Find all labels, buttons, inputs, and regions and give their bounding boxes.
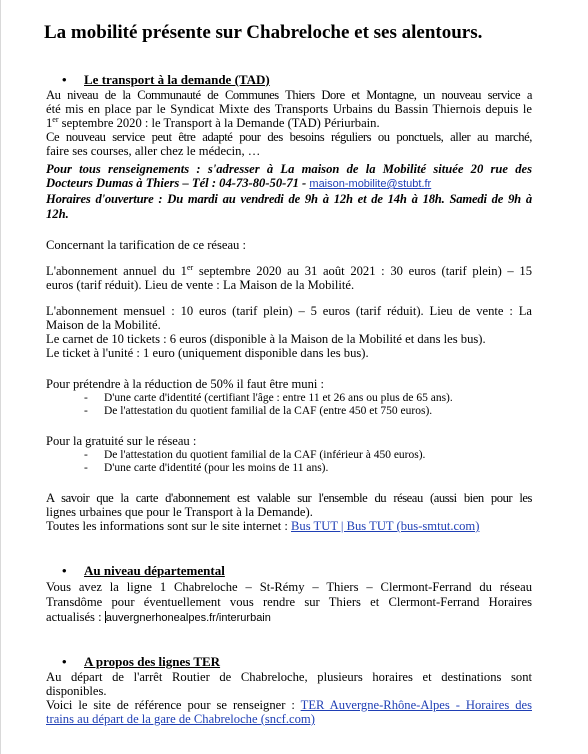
bullet-icon: • xyxy=(62,654,67,669)
tad-hours-line: Horaires d'ouverture : Du mardi au vendredi de 9h à 12h et de 14h à 18h. Samedi de 9h à xyxy=(46,192,532,206)
reduction-intro: Pour prétendre à la réduction de 50% il faut être muni : xyxy=(46,377,325,391)
reduction-item: - De l'attestation du quotient familial de la CAF (entre 450 et 750 euros). xyxy=(84,405,433,417)
dept-line: actualisés : auvergnerhonealpes.fr/interurbain xyxy=(46,610,271,624)
tad-paragraph-line: Ce nouveau service peut être adapté pour des besoins réguliers ou ponctuels, aller au marché, xyxy=(46,130,532,144)
tarif-intro: Concernant la tarification de ce réseau : xyxy=(46,238,246,252)
section-heading-ter: • A propos des lignes TER xyxy=(62,654,221,669)
dept-line: Vous avez la ligne 1 Chabreloche – St-Rémy – Thiers – Clermont-Ferrand du réseau xyxy=(46,580,532,594)
free-intro: Pour la gratuité sur le réseau : xyxy=(46,434,197,448)
tad-info-line: Pour tous renseignements : s'adresser à La maison de la Mobilité située 20 rue des xyxy=(46,162,532,176)
reduction-item: - D'une carte d'identité (certifiant l'âge : entre 11 et 26 ans ou plus de 65 ans). xyxy=(84,392,453,404)
ter-line: Au départ de l'arrêt Routier de Chabreloche, plusieurs horaires et destinations sont xyxy=(46,670,532,684)
section-heading-dept: • Au niveau départemental xyxy=(62,563,225,578)
dept-line: Transdôme pour éventuellement vous rendre sur Thiers et Clermont-Ferrand Horaires xyxy=(46,595,532,609)
tarif-ticket: Le ticket à l'unité : 1 euro (uniquement disponible dans les bus). xyxy=(46,346,369,360)
ter-link[interactable]: TER Auvergne-Rhône-Alpes - Horaires des xyxy=(300,698,532,712)
bus-tut-link[interactable]: Bus TUT | Bus TUT (bus-smtut.com) xyxy=(291,519,480,533)
site-line: Toutes les informations sont sur le site internet : Bus TUT | Bus TUT (bus-smtut.com) xyxy=(46,519,480,533)
tad-info-line: Docteurs Dumas à Thiers – Tél : 04-73-80-50-71 - maison-mobilite@stubt.fr xyxy=(46,176,432,190)
tad-paragraph-line: 1er septembre 2020 : le Transport à la Demande (TAD) Périurbain. xyxy=(46,114,380,130)
section-heading-tad: • Le transport à la demande (TAD) xyxy=(62,72,270,87)
tarif-carnet: Le carnet de 10 tickets : 6 euros (disponible à la Maison de la Mobilité et dans les bus). xyxy=(46,332,486,346)
bullet-icon: • xyxy=(62,563,67,578)
free-item: - De l'attestation du quotient familial de la CAF (inférieur à 450 euros). xyxy=(84,449,426,461)
ter-line: Voici le site de référence pour se renseigner : TER Auvergne-Rhône-Alpes - Horaires des xyxy=(46,698,532,712)
tarif-monthly: Maison de la Mobilité. xyxy=(46,318,161,332)
note-line: lignes urbaines que pour le Transport à la Demande). xyxy=(46,505,313,519)
tad-paragraph-line: été mis en place par le Syndicat Mixte des Transports Urbains du Bassin Thiernois depuis le xyxy=(46,102,532,116)
tarif-annual: L'abonnement annuel du 1er septembre 2020 au 31 août 2021 : 30 euros (tarif plein) – 15 xyxy=(46,262,532,278)
ter-line xyxy=(46,712,532,726)
page-edge xyxy=(0,0,1,754)
tad-paragraph-line: Au niveau de la Communauté de Communes Thiers Dore et Montagne, un nouveau service a xyxy=(46,88,532,102)
tarif-annual: euros (tarif réduit). Lieu de vente : La Maison de la Mobilité. xyxy=(46,278,355,292)
tad-paragraph-line: faire ses courses, aller chez le médecin, … xyxy=(46,144,261,158)
free-item: - D'une carte d'identité (pour les moins de 11 ans). xyxy=(84,462,329,474)
email-link[interactable]: maison-mobilite@stubt.fr xyxy=(309,178,432,190)
interurbain-url[interactable]: auvergnerhonealpes.fr/interurbain xyxy=(105,612,271,624)
note-line: A savoir que la carte d'abonnement est valable sur l'ensemble du réseau (aussi bien pour les xyxy=(46,491,532,505)
ter-link[interactable]: trains au départ de la gare de Chabreloche (sncf.com) xyxy=(46,712,315,726)
tad-hours-line: 12h. xyxy=(46,207,69,221)
bullet-icon: • xyxy=(62,72,67,87)
ter-line: disponibles. xyxy=(46,684,107,698)
page-title: La mobilité présente sur Chabreloche et ses alentours. xyxy=(44,22,483,43)
tarif-monthly: L'abonnement mensuel : 10 euros (tarif plein) – 5 euros (tarif réduit). Lieu de vente : La xyxy=(46,304,532,318)
